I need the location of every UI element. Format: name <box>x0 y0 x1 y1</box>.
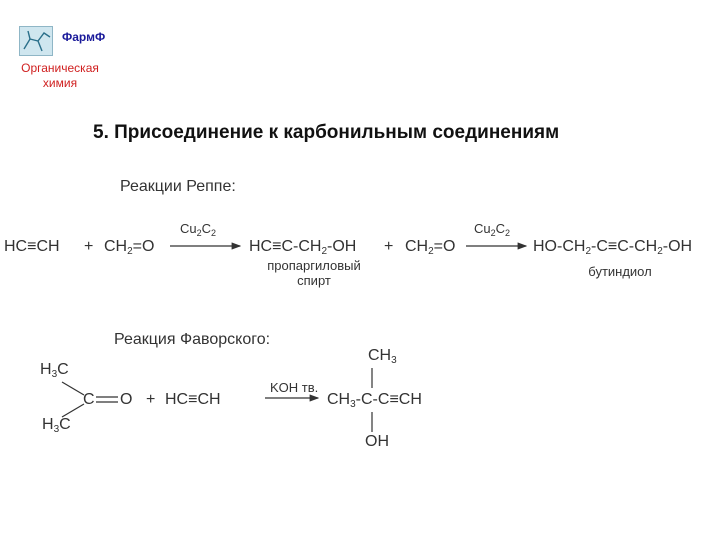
brand-name: ФармФ <box>62 30 106 44</box>
catalyst-label-1: $Cu_2C_2$ <box>180 221 217 238</box>
plus-sign-1: + <box>84 238 94 255</box>
product-methyl-top: $CH_3$ <box>368 347 397 366</box>
plus-sign-2: + <box>384 238 394 255</box>
plus-sign-3: + <box>146 391 156 408</box>
acetone-bond-top <box>62 382 84 395</box>
acetone-oxygen: O <box>120 391 133 408</box>
acetone-bond-bottom <box>62 404 84 417</box>
reppe-heading: Реакции Реппе: <box>120 178 236 195</box>
product-hydroxyl: OH <box>365 433 389 450</box>
favorsky-product-formula: $CH_3-C-C\equiv CH$ <box>327 391 422 410</box>
acetone-methyl-top: $H_3C$ <box>40 361 69 380</box>
reppe-formaldehyde-1: $CH_2=O$ <box>104 238 155 257</box>
butynediol-formula: $HO-CH_2-C\equiv C-CH_2-OH$ <box>533 238 693 257</box>
favorsky-heading: Реакция Фаворского: <box>114 331 271 348</box>
propargyl-alcohol-formula: $HC\equiv C-CH_2-OH$ <box>249 238 357 257</box>
butynediol-name: бутиндиол <box>588 264 652 279</box>
favorsky-acetylene: HC≡CH <box>165 391 221 408</box>
reppe-acetylene: HC≡CH <box>4 238 60 255</box>
acetone-methyl-bottom: $H_3C$ <box>42 416 71 435</box>
catalyst-label-2: $Cu_2C_2$ <box>474 221 511 238</box>
slide-title: 5. Присоединение к карбонильным соединениям <box>93 122 560 143</box>
propargyl-alcohol-name: пропаргиловый спирт <box>267 258 361 288</box>
reppe-formaldehyde-2: $CH_2=O$ <box>405 238 456 257</box>
acetone-carbon: C <box>83 391 95 408</box>
koh-reagent-label: KOH тв. <box>270 380 319 395</box>
subject-name: Органическая химия <box>21 61 99 90</box>
